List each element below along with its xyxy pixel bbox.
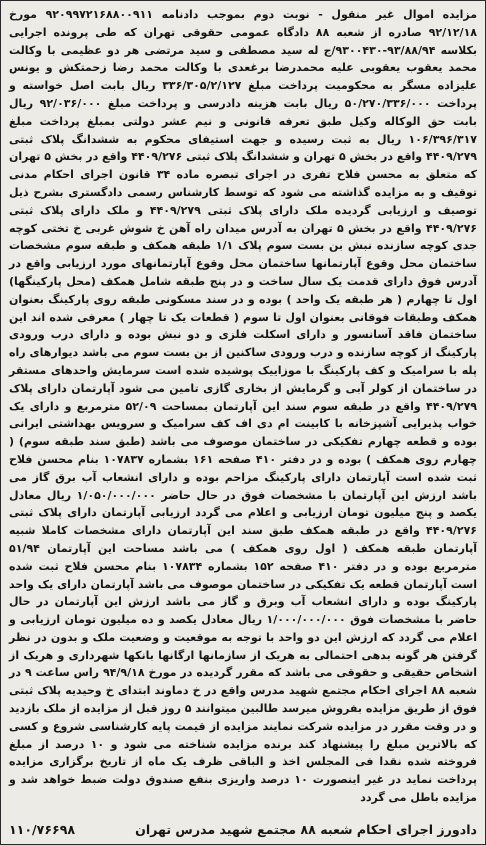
notice-footer [9, 820, 477, 840]
notice-body-text: مزایده اموال غیر منقول - نوبت دوم بموجب دادنامه ۹۲۰۹۹۷۲۱۶۸۸۰۰۹۱۱ مورخ ۹۲/۱۲/۱۸ صادره از شعبه ۸۸ دادگاه عمومی حقوقی تهران که طی پرونده اجرایی بکلاسه ۹۳/۸۸/۹۴-۹۳۰۰۴۳۰/ج له سید مصطفی و سید مرتضی هر دو عظیمی با وکالت محمد یعقوب یعقوبی علیه محمدرضا برغعدی با وکالت محمد رضا زحمتکش و یونس علیزاده مسگر به محکومیت پرداخت مبلغ ۳۳۶/۳۰۵/۲/۱۲۷ ریال بابت اصل خواسته و پرداخت ۵۰/۲۷۰/۳۳۶/۰۰۰ ریال بابت هزینه دادرسی و پرداخت مبلغ ۹۲/۰۳۶/۰۰۰ ریال بابت حق الوکاله وکیل طبق تعرفه قانونی و نیم عشر دولتی بمبلغ پرداخت مبلغ ۱۰۶/۳۹۶/۳۱۷ ریال به ثبت رسیده و جهت استیفای محکوم به ششدانگ پلاک ثبتی ۴۴۰۹/۲۷۹ واقع در بخش ۵ تهران و ششدانگ پلاک ثبتی ۴۴۰۹/۲۷۶ واقع در بخش ۵ تهران که متعلق به محسن فلاح تفری در اجرای تبصره ماده ۳۴ قانون اجرای احکام مدنی توقیف و به مزایده گذاشته می شود که توسط کارشناس رسمی دادگستری بشرح ذیل توصیف و ارزیابی گردیده ملک دارای پلاک ثبتی ۴۴۰۹/۲۷۹ و ملک دارای پلاک ثبتی ۴۴۰۹/۲۷۶ واقع در بخش ۵ تهران به آدرس میدان راه آهن خ شوش غربی خ تختی کوچه جدی کوچه سازنده نبش بن بست سوم پلاک ۱/۱ طبقه همکف و طبقه سوم مشخصات ساختمان محل وقوع آپارتمانها ساختمان محل وقوع آپارتمانهای مورد ارزیابی واقع در آدرس فوق دارای قدمت یک سال ساخت و در پنج طبقه شامل همکف (محل پارکینگها) اول تا چهارم ( هر طبقه یک واحد ) بوده و در سند مسکونی طبقه روی پارکینگ بعنوان همکف وطبقات فوقانی بعنوان اول تا سوم ( قطعات یک تا چهار ) معرفی شده اند این ساختمان فاقد آسانسور و دارای اسکلت فلزی و دو نبش بوده و دارای درب ورودی پارکینگ از کوچه سازنده و درب ورودی ساکنین از بن بست سوم می باشد دیوارهای راه پله با سرامیک و کف پارکینگ با موزاییک پوشیده شده است سرمایش واحدهای مستقر در ساختمان از کولر آبی و گرمایش از بخاری گازی تامین می شود آپارتمان دارای پلاک ۴۴۰۹/۲۷۹ واقع در طبقه سوم سند این آپارتمان بمساحت ۵۲/۰۹ مترمربع و دارای یک خواب پذیرایی آشپزخانه با کابینت ام دی اف کف سرامیک و سرویس بهداشتی ایرانی بوده و قطعه چهارم تفکیکی در ساختمان موصوف می باشد (طبق سند طبقه سوم) ( چهارم روی همکف ) بوده و در دفتر ۴۱۰ صفحه ۱۶۱ بشماره ۱۰۷۸۳۷ بنام محسن فلاح ثبت شده است آپارتمان دارای پارکینگ مزاحم بوده و دارای انشعاب آب برق گاز می باشد ارزش این آپارتمان با مشخصات فوق در حال حاضر ۱/۰۵۰/۰۰۰/۰۰۰ ریال معادل یکصد و پنج میلیون تومان ارزیابی و اعلام می گردد ارزیابی آپارتمان دارای پلاک ثبتی ۴۴۰۹/۲۷۶ واقع در طبقه همکف طبق سند این آپارتمان دارای مشخصات کاملا شبیه آپارتمان طبقه همکف ( اول روی همکف ) می باشد مساحت این آپارتمان ۵۱/۹۴ مترمربع بوده و در دفتر ۴۱۰ صفحه ۱۵۲ بشماره ۱۰۷۸۳۴ بنام محسن فلاح ثبت شده است آپارتمان قطعه یک تفکیکی در ساختمان موصوف می باشد آپارتمان دارای یک واحد پارکینگ بوده و دارای انشعاب آب وبرق و گاز می باشد ارزش این آپارتمان در حال حاضر با مشخصات فوق ۱/۰۰۰/۰۰۰/۰۰۰ ریال معادل یکصد و ده میلیون تومان ارزیابی و اعلام می گردد که ارزش این دو واحد با توجه به موقعیت و وضعیت ملک و بدون در نظر گرفتن هر گونه بدهی احتمالی به هریک از سازمانها ارگانها بانکها شهرداری و هریک از اشخاص حقیقی و حقوقی می باشد که مقرر گردیده در مورخ ۹۴/۹/۱۸ راس ساعت ۹ در شعبه ۸۸ اجرای احکام مجتمع شهید مدرس واقع در خ دماوند ابتدای خ وحیدیه پلاک ثبتی فوق از طریق مزایده بفروش میرسد طالبین میتوانند ۵ روز قبل از مزایده از ملک بازدید و در وقت مقرر در مزایده شرکت نمایند مزایده از قیمت پایه کارشناسی شروع و کسی که بالاترین مبلغ را پیشنهاد کند برنده مزایده شناخته می شود و ۱۰ درصد از مبلغ فروخته شده نقدا فی المجلس اخذ و الباقی ظرف یک ماه از تاریخ برگزاری مزایده پرداخت نماید در غیر اینصورت ۱۰ درصد واریزی بنفع صندوق دولت ضبط خواهد شد و مزایده باطل می گردد [9, 8, 478, 805]
reference-number: ۱۱۰/۷۶۶۹۸ [9, 822, 76, 837]
signature-line: دادورز اجرای احکام شعبه ۸۸ مجتمع شهید مدرس تهران [135, 822, 477, 837]
